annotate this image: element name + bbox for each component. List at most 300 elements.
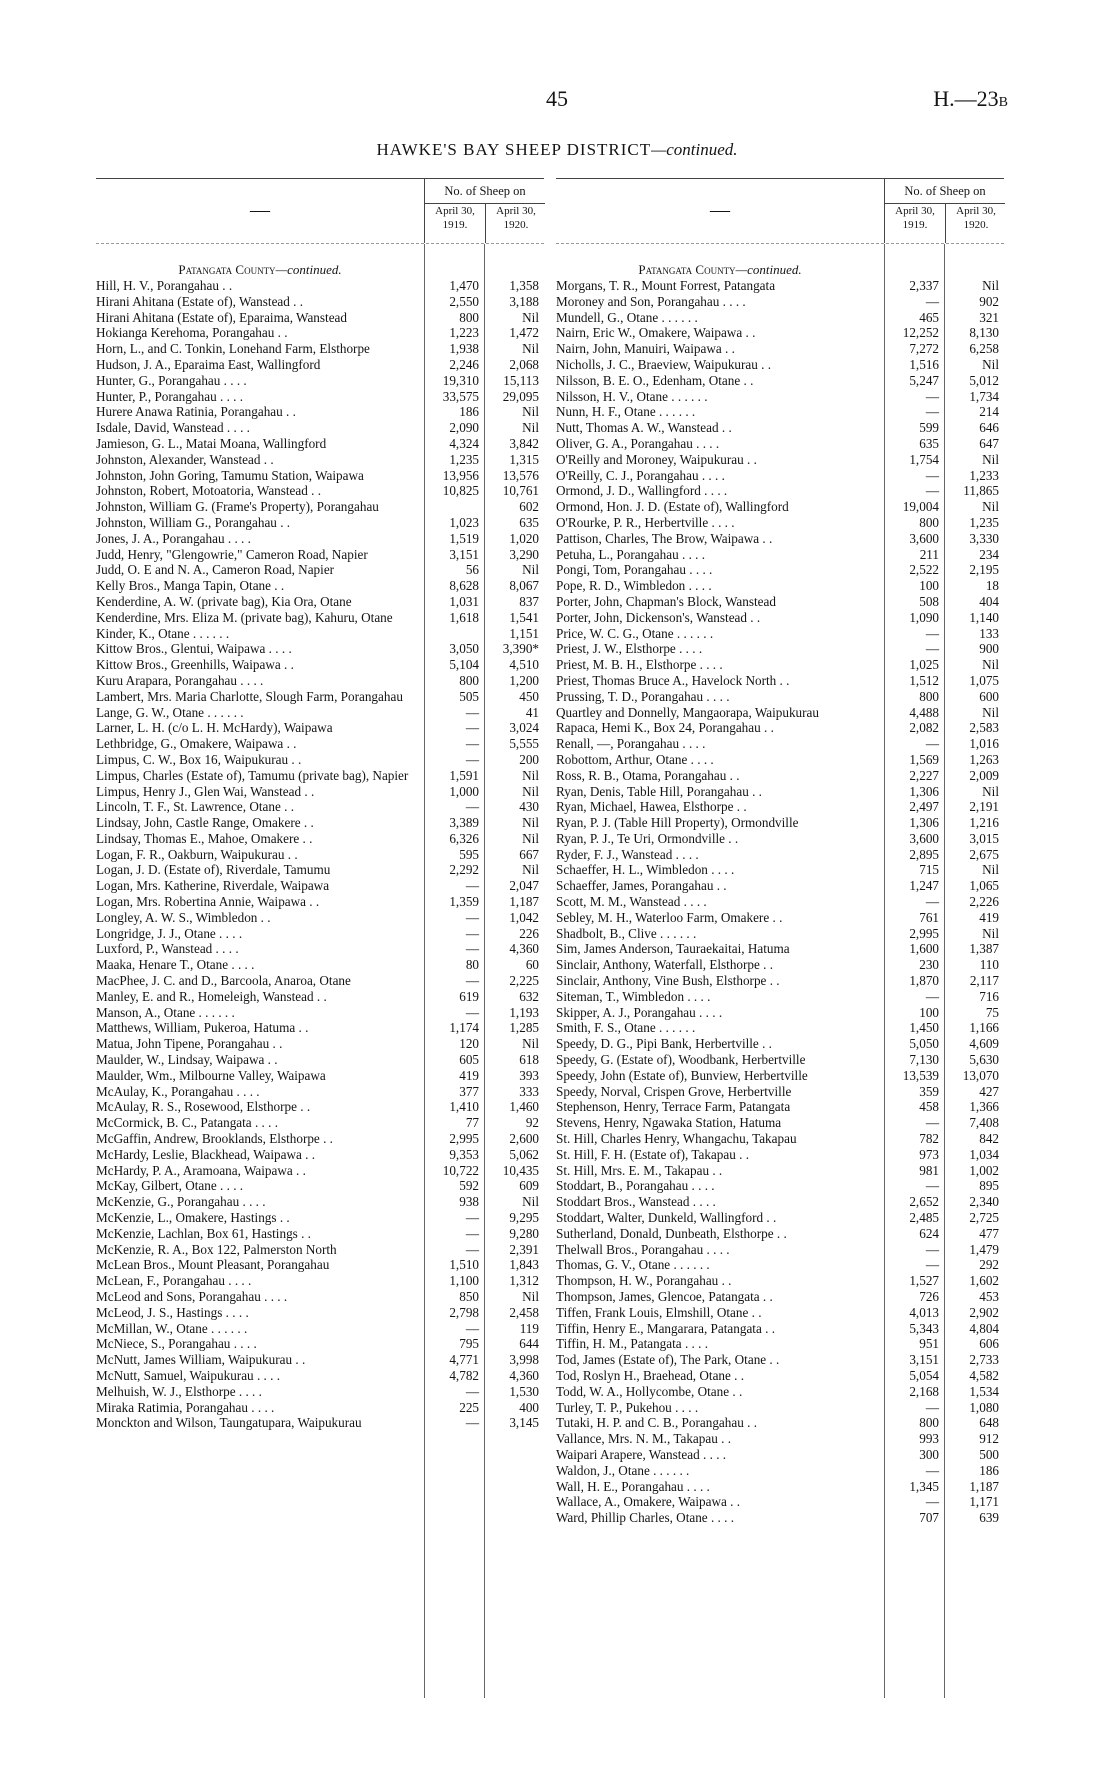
owner-name: Hunter, P., Porangahau . . . . — [96, 388, 244, 404]
owner-name: Limpus, C. W., Box 16, Waipukurau . . — [96, 751, 302, 767]
sheep-1920: 92 — [525, 1115, 539, 1131]
sheep-1920: Nil — [982, 783, 999, 799]
owner-name: McLean, F., Porangahau . . . . — [96, 1273, 252, 1289]
sheep-1920: 609 — [519, 1178, 539, 1194]
sheep-1919: — — [925, 388, 939, 404]
owner-name: Kenderdine, Mrs. Eliza M. (private bag), Kahuru, Otane — [96, 609, 393, 625]
owner-name: McCormick, B. C., Patangata . . . . — [96, 1115, 279, 1131]
sheep-1920: 9,295 — [509, 1210, 539, 1226]
sheep-1919: 4,488 — [909, 704, 939, 720]
title-continued: —continued. — [651, 140, 738, 159]
sheep-1920: 10,761 — [502, 483, 539, 499]
table-row — [556, 1400, 1004, 1416]
owner-name: Kinder, K., Otane . . . . . . — [96, 625, 230, 641]
table-row — [96, 1336, 544, 1352]
sheep-1920: 4,510 — [509, 657, 539, 673]
sheep-1920: 842 — [979, 1131, 999, 1147]
sheep-1920: 450 — [519, 688, 539, 704]
sheep-1920: 9,280 — [509, 1225, 539, 1241]
sheep-1919: 800 — [459, 672, 479, 688]
owner-name: McLean Bros., Mount Pleasant, Porangahau — [96, 1257, 330, 1273]
table-row — [556, 973, 1004, 989]
sheep-1920: Nil — [522, 404, 539, 420]
sheep-1919: — — [925, 1178, 939, 1194]
sheep-1920: 2,340 — [969, 1194, 999, 1210]
col-header-1919: April 30, 1919. — [895, 205, 935, 231]
sheep-1920: 895 — [979, 1178, 999, 1194]
sheep-1919: 77 — [465, 1115, 479, 1131]
table-row — [96, 1178, 544, 1194]
sheep-1919: 19,310 — [442, 372, 479, 388]
table-row — [556, 989, 1004, 1005]
table-row — [556, 1494, 1004, 1510]
table-row — [96, 294, 544, 310]
table-row — [556, 831, 1004, 847]
sheep-1919: 2,995 — [909, 925, 939, 941]
table-row — [556, 1084, 1004, 1100]
owner-name: Nairn, John, Manuiri, Waipawa . . — [556, 341, 735, 357]
owner-name: Tod, James (Estate of), The Park, Otane . . — [556, 1352, 780, 1368]
sheep-1919: — — [925, 467, 939, 483]
section-heading — [556, 262, 884, 278]
sheep-1919: 1,100 — [449, 1273, 479, 1289]
table-row — [96, 610, 544, 626]
owner-name: Thelwall Bros., Porangahau . . . . — [556, 1241, 730, 1257]
sheep-1919: 800 — [919, 688, 939, 704]
owner-name: Tiffin, H. M., Patangata . . . . — [556, 1336, 709, 1352]
sheep-1919: — — [925, 1462, 939, 1478]
owner-name: Judd, O. E and N. A., Cameron Road, Napier — [96, 562, 335, 578]
owner-name: Sutherland, Donald, Dunbeath, Elsthorpe . . — [556, 1225, 787, 1241]
sheep-1919: 3,050 — [449, 641, 479, 657]
owner-name: Kittow Bros., Glentui, Waipawa . . . . — [96, 641, 292, 657]
sheep-1919: 13,539 — [902, 1067, 939, 1083]
sheep-1920: 119 — [519, 1320, 539, 1336]
sheep-1920: 1,534 — [969, 1383, 999, 1399]
sheep-1920: 1,602 — [969, 1273, 999, 1289]
sheep-1920: 1,843 — [509, 1257, 539, 1273]
owner-name: Hurere Anawa Ratinia, Porangahau . . — [96, 404, 296, 420]
table-row — [96, 420, 544, 436]
sheep-1919: 2,246 — [449, 356, 479, 372]
sheep-1919: — — [925, 1494, 939, 1510]
table-row — [556, 957, 1004, 973]
owner-name: Hill, H. V., Porangahau . . — [96, 278, 233, 293]
owner-name: Prussing, T. D., Porangahau . . . . — [556, 688, 730, 704]
sheep-1920: Nil — [522, 815, 539, 831]
owner-name: Johnston, Robert, Motoatoria, Wanstead . . — [96, 483, 322, 499]
table-row — [556, 941, 1004, 957]
table-row — [556, 1242, 1004, 1258]
sheep-1919: 377 — [459, 1083, 479, 1099]
table-row — [556, 1321, 1004, 1337]
table-row — [556, 278, 1004, 294]
sheep-1919: 8,628 — [449, 578, 479, 594]
sheep-1920: Nil — [522, 767, 539, 783]
sheep-count-group-title: No. of Sheep on — [885, 179, 1005, 204]
sheep-1919: 595 — [459, 846, 479, 862]
owner-name: Maulder, Wm., Milbourne Valley, Waipawa — [96, 1067, 326, 1083]
sheep-1920: Nil — [522, 1289, 539, 1304]
sheep-1919: 4,782 — [449, 1367, 479, 1383]
table-row — [96, 1036, 544, 1052]
table-row — [556, 799, 1004, 815]
sheep-1920: 41 — [525, 704, 539, 720]
sheep-1920: 1,315 — [509, 451, 539, 467]
table-row — [96, 562, 544, 578]
sheep-1919: 6,326 — [449, 830, 479, 846]
owner-name: Wall, H. E., Porangahau . . . . — [556, 1478, 710, 1494]
sheep-1919: — — [925, 293, 939, 309]
table-row — [96, 878, 544, 894]
sheep-1920: 2,391 — [509, 1241, 539, 1257]
table-row — [96, 784, 544, 800]
owner-name: Speedy, G. (Estate of), Woodbank, Herbertville — [556, 1052, 806, 1068]
table-row — [556, 1415, 1004, 1431]
page-number: 45 — [546, 86, 568, 111]
table-row — [96, 594, 544, 610]
table-row — [96, 357, 544, 373]
table-row — [556, 594, 1004, 610]
owner-name: Hunter, G., Porangahau . . . . — [96, 372, 247, 388]
table-row — [96, 1368, 544, 1384]
owner-name: Ryan, Denis, Table Hill, Porangahau . . — [556, 783, 762, 799]
owner-name: Schaeffer, H. L., Wimbledon . . . . — [556, 862, 735, 878]
sheep-1920: Nil — [522, 309, 539, 325]
sheep-1920: 3,998 — [509, 1352, 539, 1368]
sheep-1920: 393 — [519, 1067, 539, 1083]
owner-name: Matthews, William, Pukeroa, Hatuma . . — [96, 1020, 309, 1036]
owner-name: Todd, W. A., Hollycombe, Otane . . — [556, 1383, 743, 1399]
table-row — [96, 847, 544, 863]
table-row — [556, 436, 1004, 452]
right-column-table — [556, 178, 1004, 1698]
owner-name: Sim, James Anderson, Tauraekaitai, Hatuma — [556, 941, 790, 957]
table-row — [96, 468, 544, 484]
sheep-1920: 292 — [979, 1257, 999, 1273]
table-row — [96, 626, 544, 642]
table-row — [556, 1352, 1004, 1368]
owner-name: Hirani Ahitana (Estate of), Wanstead . . — [96, 293, 304, 309]
sheep-1920: 2,195 — [969, 562, 999, 578]
table-row — [96, 531, 544, 547]
table-row — [556, 1036, 1004, 1052]
owner-name: Lange, G. W., Otane . . . . . . — [96, 704, 244, 720]
rows-left — [96, 278, 544, 1431]
sheep-1919: — — [465, 799, 479, 815]
sheep-1919: 2,082 — [909, 720, 939, 736]
sheep-1920: 2,583 — [969, 720, 999, 736]
table-row — [556, 1115, 1004, 1131]
table-row — [96, 483, 544, 499]
sheep-1919: 707 — [919, 1510, 939, 1526]
table-row — [96, 1052, 544, 1068]
sheep-1919: — — [925, 736, 939, 752]
sheep-1920: 4,360 — [509, 941, 539, 957]
page-title — [0, 140, 1114, 160]
sheep-1919: 800 — [459, 309, 479, 325]
owner-name: Tod, Roslyn H., Braehead, Otane . . — [556, 1367, 745, 1383]
table-row — [96, 278, 544, 294]
table-row — [96, 720, 544, 736]
sheep-count-group — [424, 179, 545, 243]
table-body — [96, 244, 544, 1698]
owner-name: Nutt, Thomas A. W., Wanstead . . — [556, 420, 732, 436]
table-row — [556, 341, 1004, 357]
table-row — [556, 499, 1004, 515]
sheep-1919: 3,151 — [449, 546, 479, 562]
sheep-1919: 1,025 — [909, 657, 939, 673]
sheep-1920: Nil — [522, 862, 539, 878]
sheep-1919: 458 — [919, 1099, 939, 1115]
sheep-1920: 1,187 — [509, 894, 539, 910]
sheep-1920: 1,312 — [509, 1273, 539, 1289]
sheep-1920: 1,080 — [969, 1399, 999, 1415]
table-row — [96, 436, 544, 452]
owner-name: Matua, John Tipene, Porangahau . . — [96, 1036, 283, 1052]
sheep-1919: 800 — [919, 1415, 939, 1431]
sheep-1919: 4,771 — [449, 1352, 479, 1368]
table-row — [556, 657, 1004, 673]
owner-name: Ryan, P. J., Te Uri, Ormondville . . — [556, 830, 739, 846]
sheep-1919: 9,353 — [449, 1146, 479, 1162]
owner-name: Siteman, T., Wimbledon . . . . — [556, 988, 711, 1004]
sheep-1920: 2,902 — [969, 1304, 999, 1320]
table-row — [96, 1210, 544, 1226]
owner-name: McNutt, Samuel, Waipukurau . . . . — [96, 1367, 281, 1383]
sheep-1920: 648 — [979, 1415, 999, 1431]
sheep-1920: 1,358 — [509, 278, 539, 293]
table-row — [96, 736, 544, 752]
owner-name: Priest, J. W., Elsthorpe . . . . — [556, 641, 703, 657]
owner-name: McKenzie, Lachlan, Box 61, Hastings . . — [96, 1225, 311, 1241]
owner-name: Stevens, Henry, Ngawaka Station, Hatuma — [556, 1115, 782, 1131]
owner-name: Moroney and Son, Porangahau . . . . — [556, 293, 746, 309]
table-row — [556, 673, 1004, 689]
sheep-1919: 1,510 — [449, 1257, 479, 1273]
sheep-1919: — — [465, 1320, 479, 1336]
sheep-1920: 133 — [979, 625, 999, 641]
sheep-1919: — — [465, 751, 479, 767]
owner-name: Speedy, D. G., Pipi Bank, Herbertville . . — [556, 1036, 772, 1052]
sheep-1920: 5,012 — [969, 372, 999, 388]
owner-name: Longridge, J. J., Otane . . . . — [96, 925, 243, 941]
sheep-1919: 2,227 — [909, 767, 939, 783]
owner-name: Manley, E. and R., Homeleigh, Wanstead . . — [96, 988, 327, 1004]
col-header-1919: April 30, 1919. — [435, 205, 475, 231]
sheep-1919: 10,825 — [442, 483, 479, 499]
owner-name: McNiece, S., Porangahau . . . . — [96, 1336, 257, 1352]
table-row — [96, 1352, 544, 1368]
owner-name: Porter, John, Chapman's Block, Wanstead — [556, 593, 776, 609]
owner-name: Vallance, Mrs. N. M., Takapau . . — [556, 1431, 731, 1447]
table-row — [556, 720, 1004, 736]
sheep-1920: 900 — [979, 641, 999, 657]
owner-name: Lindsay, Thomas E., Mahoe, Omakere . . — [96, 830, 313, 846]
title-main: HAWKE'S BAY SHEEP DISTRICT — [376, 140, 652, 159]
owner-name: Priest, M. B. H., Elsthorpe . . . . — [556, 657, 723, 673]
sheep-1919: 1,223 — [449, 325, 479, 341]
table-row — [556, 483, 1004, 499]
table-row — [556, 736, 1004, 752]
owner-name: McKenzie, L., Omakere, Hastings . . — [96, 1210, 290, 1226]
sheep-1920: 2,117 — [969, 973, 999, 989]
sheep-1920: 1,472 — [509, 325, 539, 341]
owner-name: Luxford, P., Wanstead . . . . — [96, 941, 239, 957]
sheep-1919: 938 — [459, 1194, 479, 1210]
sheep-1920: 1,016 — [969, 736, 999, 752]
table-row — [96, 389, 544, 405]
sheep-1920: Nil — [982, 278, 999, 293]
owner-name: Tutaki, H. P. and C. B., Porangahau . . — [556, 1415, 757, 1431]
sheep-1920: Nil — [522, 341, 539, 357]
owner-name: O'Reilly, C. J., Porangahau . . . . — [556, 467, 725, 483]
sheep-1920: Nil — [982, 356, 999, 372]
owner-name: Pope, R. D., Wimbledon . . . . — [556, 578, 712, 594]
table-row — [96, 1115, 544, 1131]
sheep-1919: 2,652 — [909, 1194, 939, 1210]
table-row — [96, 973, 544, 989]
sheep-1919: 1,516 — [909, 356, 939, 372]
sheep-1919: 1,527 — [909, 1273, 939, 1289]
table-row — [96, 815, 544, 831]
sheep-1919: — — [465, 736, 479, 752]
sheep-1919: 5,050 — [909, 1036, 939, 1052]
sheep-1919: 1,569 — [909, 751, 939, 767]
table-row — [96, 1400, 544, 1416]
sheep-1920: Nil — [522, 562, 539, 578]
table-row — [96, 957, 544, 973]
sheep-1920: 4,804 — [969, 1320, 999, 1336]
sheep-1919: — — [465, 1383, 479, 1399]
table-row — [96, 310, 544, 326]
sheep-1919: 1,174 — [449, 1020, 479, 1036]
table-row — [96, 1321, 544, 1337]
table-row — [96, 799, 544, 815]
table-row — [96, 910, 544, 926]
owner-name: Sinclair, Anthony, Waterfall, Elsthorpe . . — [556, 957, 774, 973]
table-row — [96, 578, 544, 594]
sheep-1920: Nil — [522, 1036, 539, 1052]
sheep-1919: — — [925, 625, 939, 641]
owner-name: Ryan, P. J. (Table Hill Property), Ormondville — [556, 815, 799, 831]
sheep-1920: 3,015 — [969, 830, 999, 846]
sheep-1920: 644 — [519, 1336, 539, 1352]
sheep-1920: Nil — [522, 1194, 539, 1210]
sheep-1920: 18 — [985, 578, 999, 594]
owner-name: Melhuish, W. J., Elsthorpe . . . . — [96, 1383, 262, 1399]
table-row — [556, 1431, 1004, 1447]
owner-name: McMillan, W., Otane . . . . . . — [96, 1320, 248, 1336]
sheep-count-group-title: No. of Sheep on — [425, 179, 545, 204]
sheep-1920: 13,070 — [962, 1067, 999, 1083]
table-row — [556, 294, 1004, 310]
sheep-1920: 3,330 — [969, 530, 999, 546]
sheep-1919: — — [925, 1241, 939, 1257]
sheep-1920: 333 — [519, 1083, 539, 1099]
sheep-1920: 912 — [979, 1431, 999, 1447]
table-row — [556, 894, 1004, 910]
table-row — [96, 1289, 544, 1305]
sheep-1920: 2,458 — [509, 1304, 539, 1320]
owner-name: Schaeffer, James, Porangahau . . — [556, 878, 727, 894]
sheep-1919: 465 — [919, 309, 939, 325]
sheep-1920: 226 — [519, 925, 539, 941]
sheep-1919: 599 — [919, 420, 939, 436]
table-row — [96, 657, 544, 673]
owner-name: Logan, F. R., Oakburn, Waipukurau . . — [96, 846, 298, 862]
table-row — [556, 531, 1004, 547]
owner-name: Isdale, David, Wanstead . . . . — [96, 420, 250, 436]
sheep-1920: 404 — [979, 593, 999, 609]
owner-name: Kuru Arapara, Porangahau . . . . — [96, 672, 264, 688]
owner-name: Speedy, Norval, Crispen Grove, Herbertville — [556, 1083, 792, 1099]
sheep-1919: — — [465, 1225, 479, 1241]
sheep-1920: 1,200 — [509, 672, 539, 688]
sheep-1919: 1,470 — [449, 278, 479, 293]
sheep-1919: — — [925, 1399, 939, 1415]
table-row — [556, 705, 1004, 721]
table-row — [556, 1305, 1004, 1321]
table-row — [556, 325, 1004, 341]
section-heading-continued: —continued. — [275, 262, 342, 277]
table-row — [96, 705, 544, 721]
owner-name: Monckton and Wilson, Taungatupara, Waipukurau — [96, 1415, 362, 1431]
owner-name: Ward, Phillip Charles, Otane . . . . — [556, 1510, 735, 1526]
sheep-1919: 300 — [919, 1446, 939, 1462]
sheep-1920: 3,145 — [509, 1415, 539, 1431]
sheep-1920: 1,216 — [969, 815, 999, 831]
table-row — [96, 1384, 544, 1400]
table-row — [96, 1415, 544, 1431]
sheep-1920: 3,188 — [509, 293, 539, 309]
owner-name: Jamieson, G. L., Matai Moana, Wallingford — [96, 435, 327, 451]
table-row — [96, 1005, 544, 1021]
sheep-1919: 2,090 — [449, 420, 479, 436]
sheep-1919: 1,235 — [449, 451, 479, 467]
sheep-1919: 1,345 — [909, 1478, 939, 1494]
sheep-1919: — — [465, 909, 479, 925]
sheep-1920: 1,285 — [509, 1020, 539, 1036]
sheep-1919: 5,343 — [909, 1320, 939, 1336]
sheep-1920: 2,600 — [509, 1131, 539, 1147]
sheep-1919: 3,600 — [909, 830, 939, 846]
table-row — [556, 878, 1004, 894]
table-row — [96, 547, 544, 563]
owner-name: Nunn, H. F., Otane . . . . . . — [556, 404, 696, 420]
table-row — [556, 404, 1004, 420]
owner-name: O'Rourke, P. R., Herbertville . . . . — [556, 514, 735, 530]
sheep-1920: 10,435 — [502, 1162, 539, 1178]
owner-name: Smith, F. S., Otane . . . . . . — [556, 1020, 696, 1036]
table-row — [96, 1147, 544, 1163]
sheep-1919: 1,359 — [449, 894, 479, 910]
table-row — [96, 1257, 544, 1273]
sheep-1919: 225 — [459, 1399, 479, 1415]
owner-name: Waipari Arapere, Wanstead . . . . — [556, 1446, 727, 1462]
sheep-1919: 1,090 — [909, 609, 939, 625]
sheep-1919: 1,306 — [909, 815, 939, 831]
table-row — [96, 831, 544, 847]
document-id-main: H.—23 — [933, 86, 999, 111]
owner-name: MacPhee, J. C. and D., Barcoola, Anaroa, Otane — [96, 973, 351, 989]
table-row — [556, 1447, 1004, 1463]
owner-name: Skipper, A. J., Porangahau . . . . — [556, 1004, 723, 1020]
owner-name: Miraka Ratimia, Porangahau . . . . — [96, 1399, 275, 1415]
owner-name: Manson, A., Otane . . . . . . — [96, 1004, 235, 1020]
sheep-1919: — — [925, 894, 939, 910]
sheep-1920: 646 — [979, 420, 999, 436]
